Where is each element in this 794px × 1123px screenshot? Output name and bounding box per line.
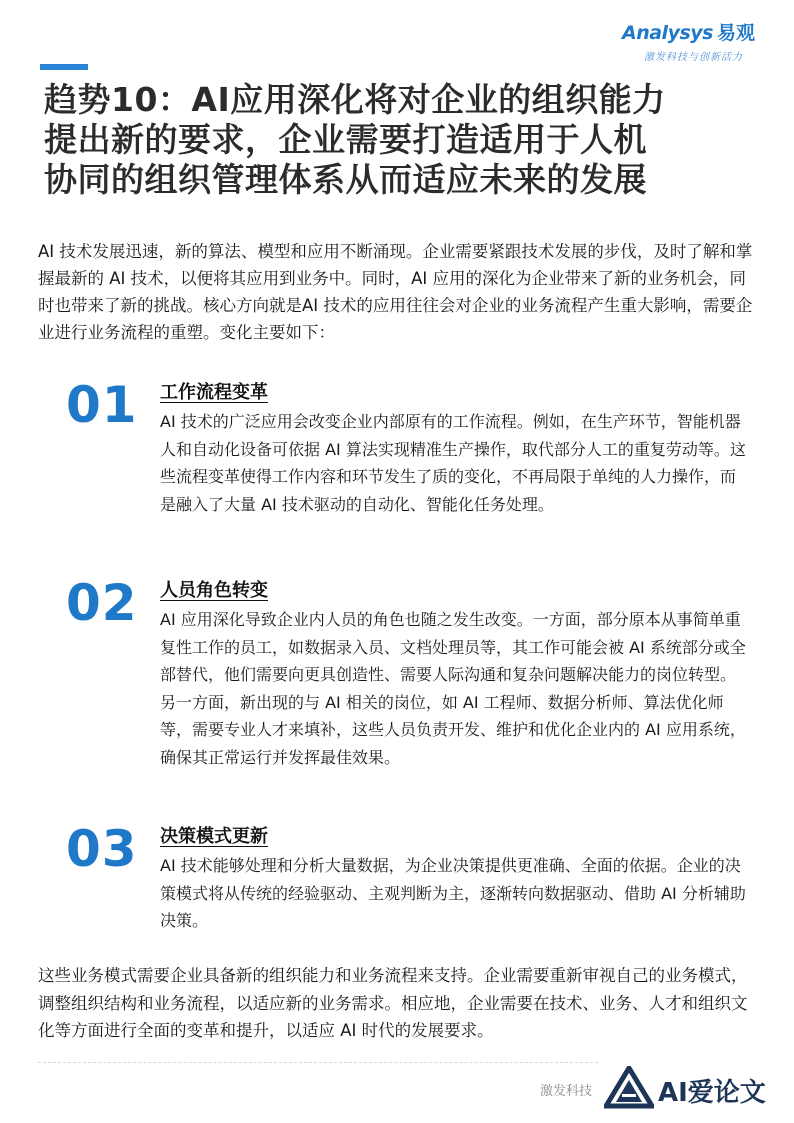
section-number: 01 [66, 376, 138, 434]
section-number: 02 [66, 574, 138, 632]
section-heading: 工作流程变革 [160, 382, 268, 403]
logo-tagline: 激发科技与创新活力 [644, 52, 743, 63]
watermark-logo [604, 1066, 784, 1112]
footer-text: 激发科技 [540, 1084, 593, 1099]
section-body: AI 技术能够处理和分析大量数据，为企业决策提供更准确、全面的依据。企业的决策模式将从传统的经验驱动、主观判断为主，逐渐转向数据驱动、借助 AI 分析辅助决策。 [160, 856, 746, 930]
intro-paragraph: AI 技术发展迅速，新的算法、模型和应用不断涌现。企业需要紧跟技术发展的步伐，及时了解和掌握最新的 AI 技术，以便将其应用到业务中。同时，AI 应用的深化为企业带来了新的业务机会，同时也带来了新的挑战。核心方向就是AI 技术的应用往往会对企业的业务流程产生重大影响，需要企业进行业务流程的重塑。变化主要如下： [38, 242, 753, 342]
section-body: AI 技术的广泛应用会改变企业内部原有的工作流程。例如，在生产环节，智能机器人和自动化设备可依据 AI 算法实现精准生产操作，取代部分人工的重复劳动等。这些流程变革使得工作内容和环节发生了质的变化，不再局限于单纯的人力操作，而是融入了大量 AI 技术驱动的自动化、智能化任务处理。 [160, 412, 746, 514]
watermark-text: AI爱论文 [658, 1078, 766, 1108]
title-line-2: 提出新的要求，企业需要打造适用于人机 [44, 120, 647, 159]
page-title [44, 80, 764, 200]
section-heading: 人员角色转变 [160, 580, 268, 601]
logo-brand-cn: 易观 [716, 22, 755, 44]
watermark-a-icon [604, 1066, 654, 1110]
logo-wordmark [622, 18, 755, 45]
footer-divider [38, 1062, 598, 1063]
title-accent-bar [40, 64, 88, 70]
title-line-3: 协同的组织管理体系从而适应未来的发展 [44, 160, 647, 199]
section-heading: 决策模式更新 [160, 826, 268, 847]
section-number: 03 [66, 820, 138, 878]
section-body: AI 应用深化导致企业内人员的角色也随之发生改变。一方面，部分原本从事简单重复性工作的员工，如数据录入员、文档处理员等，其工作可能会被 AI 系统部分或全部替代，他们需要向更具创造性、需要人际沟通和复杂问题解决能力的岗位转型。另一方面，新出现的与 AI 相关的岗位，如 AI 工程师、数据分析师、算法优化师等，需要专业人才来填补，这些人员负责开发、维护和优化企业内的 AI 应用系统，确保其正常运行并发挥最佳效果。 [160, 610, 746, 767]
analysys-logo [622, 18, 782, 66]
logo-brand: Analysys [622, 22, 713, 44]
title-line-1: 趋势10：AI应用深化将对企业的组织能力 [44, 80, 666, 119]
closing-paragraph: 这些业务模式需要企业具备新的组织能力和业务流程来支持。企业需要重新审视自己的业务模式，调整组织结构和业务流程，以适应新的业务需求。相应地，企业需要在技术、业务、人才和组织文化等方面进行全面的变革和提升，以适应 AI 时代的发展要求。 [38, 966, 748, 1040]
